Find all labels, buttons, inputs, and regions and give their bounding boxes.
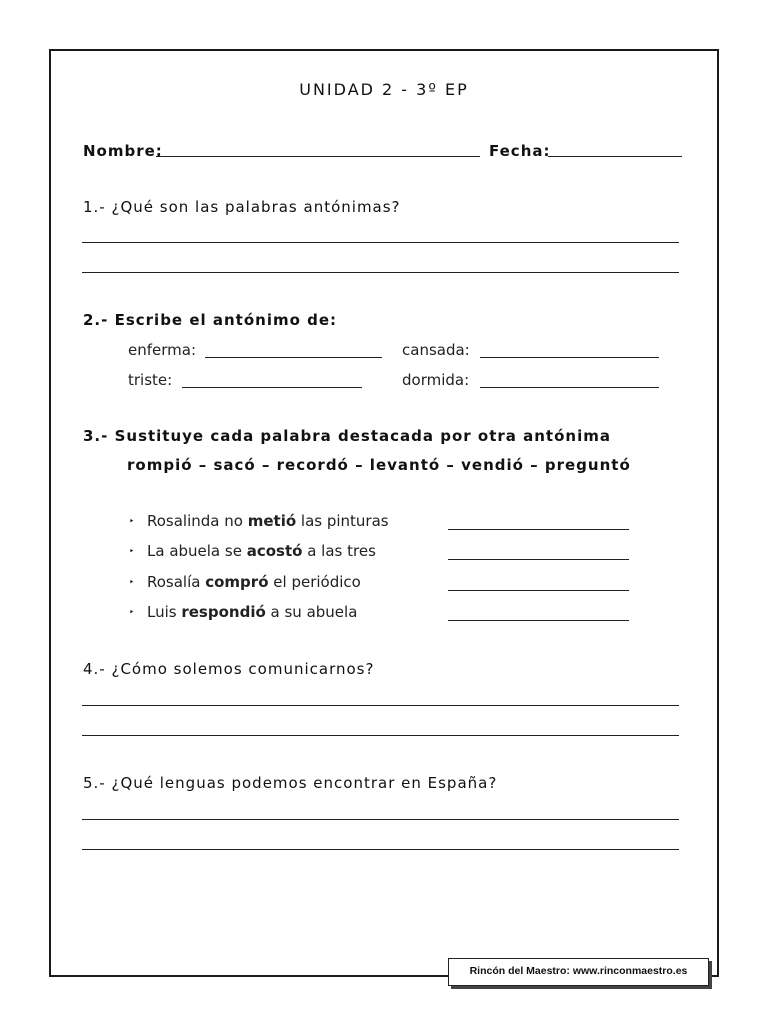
answer-line-1a[interactable] xyxy=(82,242,679,243)
replacement-field[interactable] xyxy=(448,590,629,591)
sentence-text: Rosalinda no xyxy=(147,512,248,530)
antonym-item-triste: triste: xyxy=(128,371,173,389)
replacement-field[interactable] xyxy=(448,620,629,621)
bullet-icon: ‣ xyxy=(129,608,135,618)
replacement-field[interactable] xyxy=(448,529,629,530)
bullet-icon: ‣ xyxy=(129,547,135,557)
sentence-item xyxy=(147,512,389,530)
sentence-text: La abuela se xyxy=(147,542,247,560)
sentence-text: el periódico xyxy=(268,573,361,591)
sentence-text: las pinturas xyxy=(296,512,389,530)
highlighted-word: compró xyxy=(205,573,269,591)
highlighted-word: respondió xyxy=(181,603,266,621)
question-1: 1.- ¿Qué son las palabras antónimas? xyxy=(83,198,401,216)
page-title: UNIDAD 2 - 3º EP xyxy=(299,80,469,99)
sentence-item xyxy=(147,603,357,621)
replacement-field[interactable] xyxy=(448,559,629,560)
highlighted-word: metió xyxy=(247,512,297,530)
answer-line-4b[interactable] xyxy=(82,735,679,736)
sentence-text: Rosalía xyxy=(147,573,206,591)
answer-line-5a[interactable] xyxy=(82,819,679,820)
question-5: 5.- ¿Qué lenguas podemos encontrar en España? xyxy=(83,774,498,792)
word-bank: rompió – sacó – recordó – levantó – vendió – preguntó xyxy=(127,456,631,474)
name-field[interactable] xyxy=(156,156,480,157)
sentence-item xyxy=(147,573,361,591)
antonym-field-cansada[interactable] xyxy=(480,357,659,358)
bullet-icon: ‣ xyxy=(129,578,135,588)
name-label: Nombre: xyxy=(83,142,163,160)
date-field[interactable] xyxy=(548,156,682,157)
footer-credit: Rincón del Maestro: www.rinconmaestro.es xyxy=(448,958,709,986)
highlighted-word: acostó xyxy=(246,542,303,560)
antonym-field-dormida[interactable] xyxy=(480,387,659,388)
question-3: 3.- Sustituye cada palabra destacada por otra antónima xyxy=(83,427,611,445)
sentence-text: a las tres xyxy=(302,542,376,560)
question-2: 2.- Escribe el antónimo de: xyxy=(83,311,338,329)
answer-line-1b[interactable] xyxy=(82,272,679,273)
bullet-icon: ‣ xyxy=(129,517,135,527)
question-4: 4.- ¿Cómo solemos comunicarnos? xyxy=(83,660,375,678)
sentence-text: Luis xyxy=(147,603,182,621)
answer-line-4a[interactable] xyxy=(82,705,679,706)
answer-line-5b[interactable] xyxy=(82,849,679,850)
antonym-field-triste[interactable] xyxy=(182,387,362,388)
antonym-item-dormida: dormida: xyxy=(402,371,470,389)
sentence-text: a su abuela xyxy=(265,603,358,621)
antonym-field-enferma[interactable] xyxy=(205,357,382,358)
sentence-item xyxy=(147,542,376,560)
antonym-item-enferma: enferma: xyxy=(128,341,197,359)
date-label: Fecha: xyxy=(489,142,551,160)
antonym-item-cansada: cansada: xyxy=(402,341,470,359)
